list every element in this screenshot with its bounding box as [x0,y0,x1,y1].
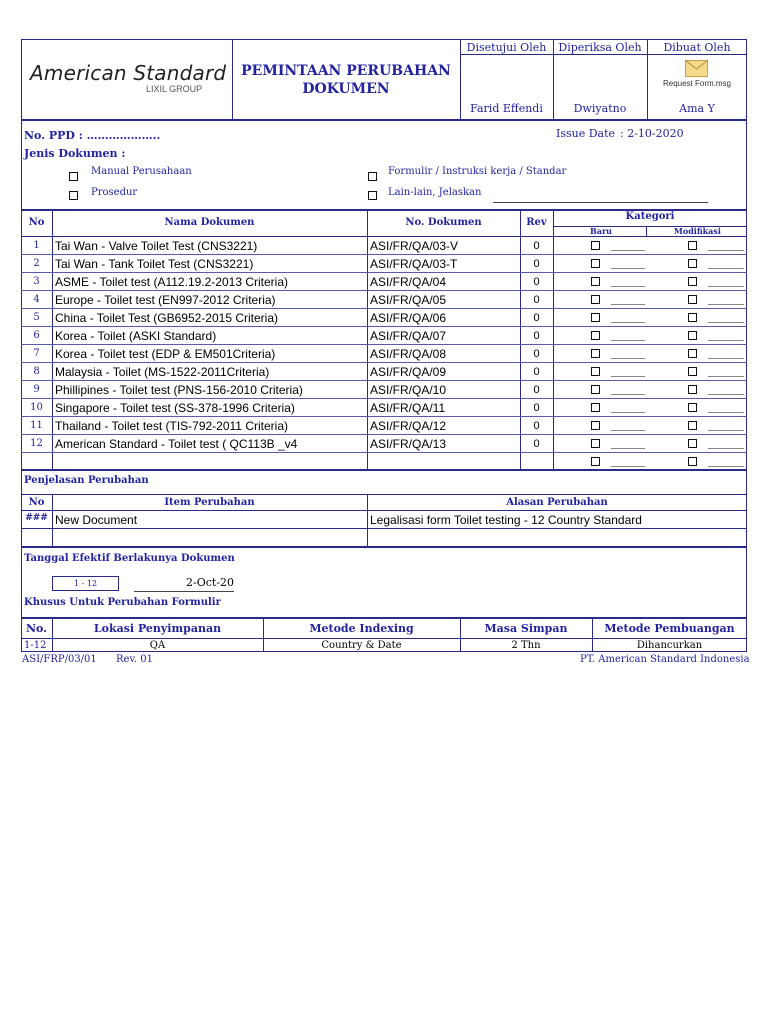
penjelasan-row-item: New Document [55,513,138,527]
approval-role-2: Diperiksa Oleh [558,41,642,54]
penjelasan-row-alasan: Legalisasi form Toilet testing - 12 Country Standard [370,513,642,527]
modifikasi-note-line [708,322,744,323]
penjelasan-title: Penjelasan Perubahan [24,475,149,486]
row-divider [21,452,747,453]
checkbox-modifikasi[interactable] [688,421,697,430]
row-divider [21,398,747,399]
baru-note-line [611,448,645,449]
checkbox-modifikasi[interactable] [688,295,697,304]
issue-date-label: Issue Date [556,127,616,140]
row-nama-dokumen: China - Toilet Test (GB6952-2015 Criteria) [55,311,278,325]
row-no: 1 [33,240,40,251]
envelope-icon [685,60,708,77]
baru-note-line [611,430,645,431]
issue-date-value: : 2-10-2020 [620,127,684,140]
row-no-dokumen: ASI/FR/QA/06 [370,311,447,325]
row-divider [21,434,747,435]
footer-form-code: ASI/FRP/03/01 [22,654,97,665]
footer-rev: Rev. 01 [116,654,153,665]
row-rev: 0 [533,294,540,306]
row-nama-dokumen: Thailand - Toilet test (TIS-792-2011 Criteria) [55,419,288,433]
row-no: 9 [33,384,40,395]
bottom-row-lokasi: QA [149,640,166,651]
bottom-header-pembuangan: Metode Pembuangan [604,622,735,635]
row-nama-dokumen: Tai Wan - Valve Toilet Test (CNS3221) [55,239,258,253]
divider [460,54,747,55]
document-title-line2: DOKUMEN [302,81,390,97]
baru-note-line [611,322,645,323]
penjelasan-header-item: Item Perubahan [164,497,255,508]
checkbox-baru[interactable] [591,295,600,304]
row-no: 4 [33,294,40,305]
penjelasan-header-alasan: Alasan Perubahan [506,497,608,508]
logo-subtitle: LIXIL GROUP [146,84,203,94]
penjelasan-row-no: ### [25,513,48,523]
row-divider [21,416,747,417]
bottom-row-pembuangan: Dihancurkan [636,640,703,651]
row-no: 6 [33,330,40,341]
row-nama-dokumen: Europe - Toilet test (EN997-2012 Criteria) [55,293,276,307]
approval-role-1: Disetujui Oleh [466,41,547,54]
row-divider [21,254,747,255]
type-lain-lain-label: Lain-lain, Jelaskan [388,187,482,198]
divider [21,236,747,237]
row-divider [21,380,747,381]
bottom-header-lokasi: Lokasi Penyimpanan [93,622,222,635]
baru-note-line [611,268,645,269]
divider [21,510,747,511]
checkbox-modifikasi[interactable] [688,241,697,250]
col-header-baru: Baru [590,226,612,236]
col-header-rev: Rev [526,217,547,228]
row-rev: 0 [533,438,540,450]
col-header-no-dokumen: No. Dokumen [405,217,482,228]
checkbox-prosedur[interactable] [69,191,78,200]
approval-role-3: Dibuat Oleh [663,41,731,54]
baru-note-line [611,304,645,305]
checkbox-modifikasi[interactable] [688,367,697,376]
type-prosedur-label: Prosedur [91,187,138,198]
checkbox-modifikasi[interactable] [688,457,697,466]
row-no-dokumen: ASI/FR/QA/11 [370,401,446,415]
approval-name-1: Farid Effendi [470,102,543,115]
checkbox-baru[interactable] [591,349,600,358]
row-rev: 0 [533,402,540,414]
bottom-row-metode: Country & Date [321,640,402,651]
attachment-label: Request Form.msg [662,79,732,88]
row-no: 10 [30,402,43,413]
divider [553,210,554,470]
row-no: 8 [33,366,40,377]
checkbox-modifikasi[interactable] [688,349,697,358]
type-manual-label: Manual Perusahaan [91,166,192,177]
checkbox-modifikasi[interactable] [688,385,697,394]
divider [21,638,747,639]
bottom-row-masa: 2 Thn [511,640,541,651]
khusus-title: Khusus Untuk Perubahan Formulir [24,597,221,608]
row-no-dokumen: ASI/FR/QA/13 [370,437,447,451]
penjelasan-header-no: No [28,497,45,508]
type-formulir-label: Formulir / Instruksi kerja / Standar [388,166,567,177]
row-no-dokumen: ASI/FR/QA/09 [370,365,447,379]
efektif-range: 1 - 12 [73,579,98,588]
row-divider [21,308,747,309]
divider [52,210,53,470]
footer-company: PT. American Standard Indonesia [580,654,750,665]
checkbox-baru[interactable] [591,367,600,376]
modifikasi-note-line [708,466,744,467]
baru-note-line [611,376,645,377]
efektif-date: 2-Oct-20 [186,576,235,589]
row-no-dokumen: ASI/FR/QA/07 [370,329,447,343]
checkbox-baru[interactable] [591,385,600,394]
checkbox-modifikasi[interactable] [688,331,697,340]
row-no-dokumen: ASI/FR/QA/05 [370,293,447,307]
divider [21,528,747,529]
checkbox-baru[interactable] [591,277,600,286]
bottom-header-no: No. [25,622,48,635]
row-nama-dokumen: Korea - Toilet test (EDP & EM501Criteria) [55,347,276,361]
baru-note-line [611,340,645,341]
baru-note-line [611,466,645,467]
row-rev: 0 [533,276,540,288]
row-rev: 0 [533,330,540,342]
row-no: 5 [33,312,40,323]
divider [367,210,368,470]
bottom-row-no: 1-12 [24,640,47,651]
efektif-date-line [134,591,234,592]
approval-name-2: Dwiyatno [573,102,627,115]
row-no-dokumen: ASI/FR/QA/03-T [370,257,458,271]
efektif-title: Tanggal Efektif Berlakunya Dokumen [24,553,235,564]
modifikasi-note-line [708,250,744,251]
modifikasi-note-line [708,340,744,341]
row-divider [21,272,747,273]
row-no-dokumen: ASI/FR/QA/10 [370,383,447,397]
divider [21,494,747,495]
col-header-nama-dokumen: Nama Dokumen [164,217,255,228]
checkbox-baru[interactable] [591,241,600,250]
row-no-dokumen: ASI/FR/QA/12 [370,419,447,433]
row-no: 2 [33,258,40,269]
row-nama-dokumen: American Standard - Toilet test ( QC113B _v4 [55,437,298,451]
checkbox-modifikasi[interactable] [688,313,697,322]
bottom-header-masa: Masa Simpan [484,622,568,635]
col-header-no: No [28,217,45,228]
row-nama-dokumen: Korea - Toilet (ASKI Standard) [55,329,217,343]
checkbox-baru[interactable] [591,403,600,412]
jenis-dokumen-label: Jenis Dokumen : [24,147,126,160]
modifikasi-note-line [708,268,744,269]
checkbox-baru[interactable] [591,331,600,340]
document-title-line1: PEMINTAAN PERUBAHAN [241,63,451,79]
baru-note-line [611,412,645,413]
checkbox-baru[interactable] [591,439,600,448]
checkbox-manual[interactable] [69,172,78,181]
checkbox-baru[interactable] [591,421,600,430]
modifikasi-note-line [708,358,744,359]
checkbox-formulir[interactable] [368,172,377,181]
lain-lain-input-line[interactable] [493,202,708,203]
row-nama-dokumen: Tai Wan - Tank Toilet Test (CNS3221) [55,257,254,271]
row-rev: 0 [533,312,540,324]
checkbox-baru[interactable] [591,457,600,466]
row-divider [21,290,747,291]
row-no: 3 [33,276,40,287]
row-no: 12 [30,438,43,449]
checkbox-modifikasi[interactable] [688,439,697,448]
row-rev: 0 [533,240,540,252]
baru-note-line [611,358,645,359]
row-nama-dokumen: Phillipines - Toilet test (PNS-156-2010 Criteria) [55,383,303,397]
attachment[interactable] [650,58,744,92]
baru-note-line [611,286,645,287]
row-no-dokumen: ASI/FR/QA/04 [370,275,447,289]
col-header-modifikasi: Modifikasi [674,226,721,236]
row-rev: 0 [533,258,540,270]
row-divider [21,362,747,363]
baru-note-line [611,250,645,251]
divider [232,39,233,120]
baru-note-line [611,394,645,395]
divider [646,226,647,236]
row-divider [21,326,747,327]
row-nama-dokumen: Singapore - Toilet test (SS-378-1996 Criteria) [55,401,295,415]
checkbox-baru[interactable] [591,313,600,322]
checkbox-lain-lain[interactable] [368,191,377,200]
modifikasi-note-line [708,448,744,449]
checkbox-modifikasi[interactable] [688,403,697,412]
checkbox-modifikasi[interactable] [688,259,697,268]
row-no-dokumen: ASI/FR/QA/08 [370,347,447,361]
row-no: 11 [30,420,43,431]
modifikasi-note-line [708,430,744,431]
row-no-dokumen: ASI/FR/QA/03-V [370,239,459,253]
approval-name-3: Ama Y [679,102,715,115]
row-rev: 0 [533,420,540,432]
bottom-header-metode: Metode Indexing [309,622,414,635]
modifikasi-note-line [708,286,744,287]
company-logo: American Standard [30,61,227,85]
ppd-number: No. PPD : ……………….. [24,129,161,142]
modifikasi-note-line [708,394,744,395]
modifikasi-note-line [708,376,744,377]
row-rev: 0 [533,348,540,360]
modifikasi-note-line [708,304,744,305]
col-header-kategori: Kategori [625,211,675,222]
row-rev: 0 [533,384,540,396]
checkbox-modifikasi[interactable] [688,277,697,286]
row-rev: 0 [533,366,540,378]
row-divider [21,344,747,345]
checkbox-baru[interactable] [591,259,600,268]
modifikasi-note-line [708,412,744,413]
row-no: 7 [33,348,40,359]
row-nama-dokumen: ASME - Toilet test (A112.19.2-2013 Criteria) [55,275,288,289]
row-nama-dokumen: Malaysia - Toilet (MS-1522-2011Criteria) [55,365,270,379]
